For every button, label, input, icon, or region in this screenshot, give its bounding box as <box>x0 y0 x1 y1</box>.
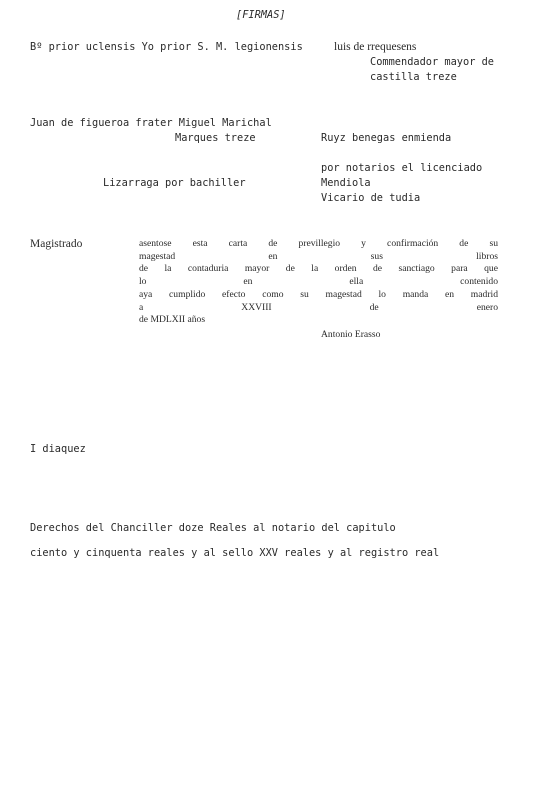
derechos-line2: ciento y cinquenta reales y al sello XXV reales y al registro real <box>30 547 440 559</box>
signature-vicario-de-tudia: Vicario de tudia <box>321 192 421 204</box>
paragraph-line: asentose esta carta de previllegio y confirmación de su <box>139 238 498 249</box>
signature-luis-de-rrequesens: luis de rrequesens <box>334 41 417 53</box>
paragraph-line: lo en ella contenido <box>139 276 498 288</box>
magistrado-last-line: de MDLXII años <box>139 314 206 325</box>
signature-mendiola: Mendiola <box>321 177 371 189</box>
signature-lizarraga: Lizarraga por bachiller <box>103 177 246 189</box>
signature-juan-de-figueroa: Juan de figueroa frater Miguel Marichal <box>30 117 272 129</box>
signature-prior-uclensis: Bº prior uclensis Yo prior S. M. legionensis <box>30 41 303 53</box>
magistrado-label: Magistrado <box>30 238 83 250</box>
document-heading: [FIRMAS] <box>236 9 286 21</box>
signature-ruyz-benegas: Ruyz benegas enmienda <box>321 132 452 144</box>
paragraph-line: magestad en sus libros <box>139 250 498 262</box>
paragraph-line: aya cumplido efecto como su magestad lo manda en madrid <box>139 288 498 300</box>
signature-commendador-line1: Commendador mayor de <box>370 56 494 68</box>
signature-marques-treze: Marques treze <box>175 132 256 144</box>
paragraph-line: a XXVIII de enero <box>139 301 498 313</box>
signature-notarios: por notarios el licenciado <box>321 162 483 174</box>
paragraph-line: de la contaduria mayor de la orden de sanctiago para que <box>139 263 498 275</box>
signature-commendador-line2: castilla treze <box>370 71 457 83</box>
magistrado-paragraph <box>139 238 498 314</box>
signature-diaquez: I diaquez <box>30 443 86 455</box>
derechos-line1: Derechos del Chanciller doze Reales al notario del capitulo <box>30 522 396 534</box>
magistrado-signer: Antonio Erasso <box>321 329 381 340</box>
